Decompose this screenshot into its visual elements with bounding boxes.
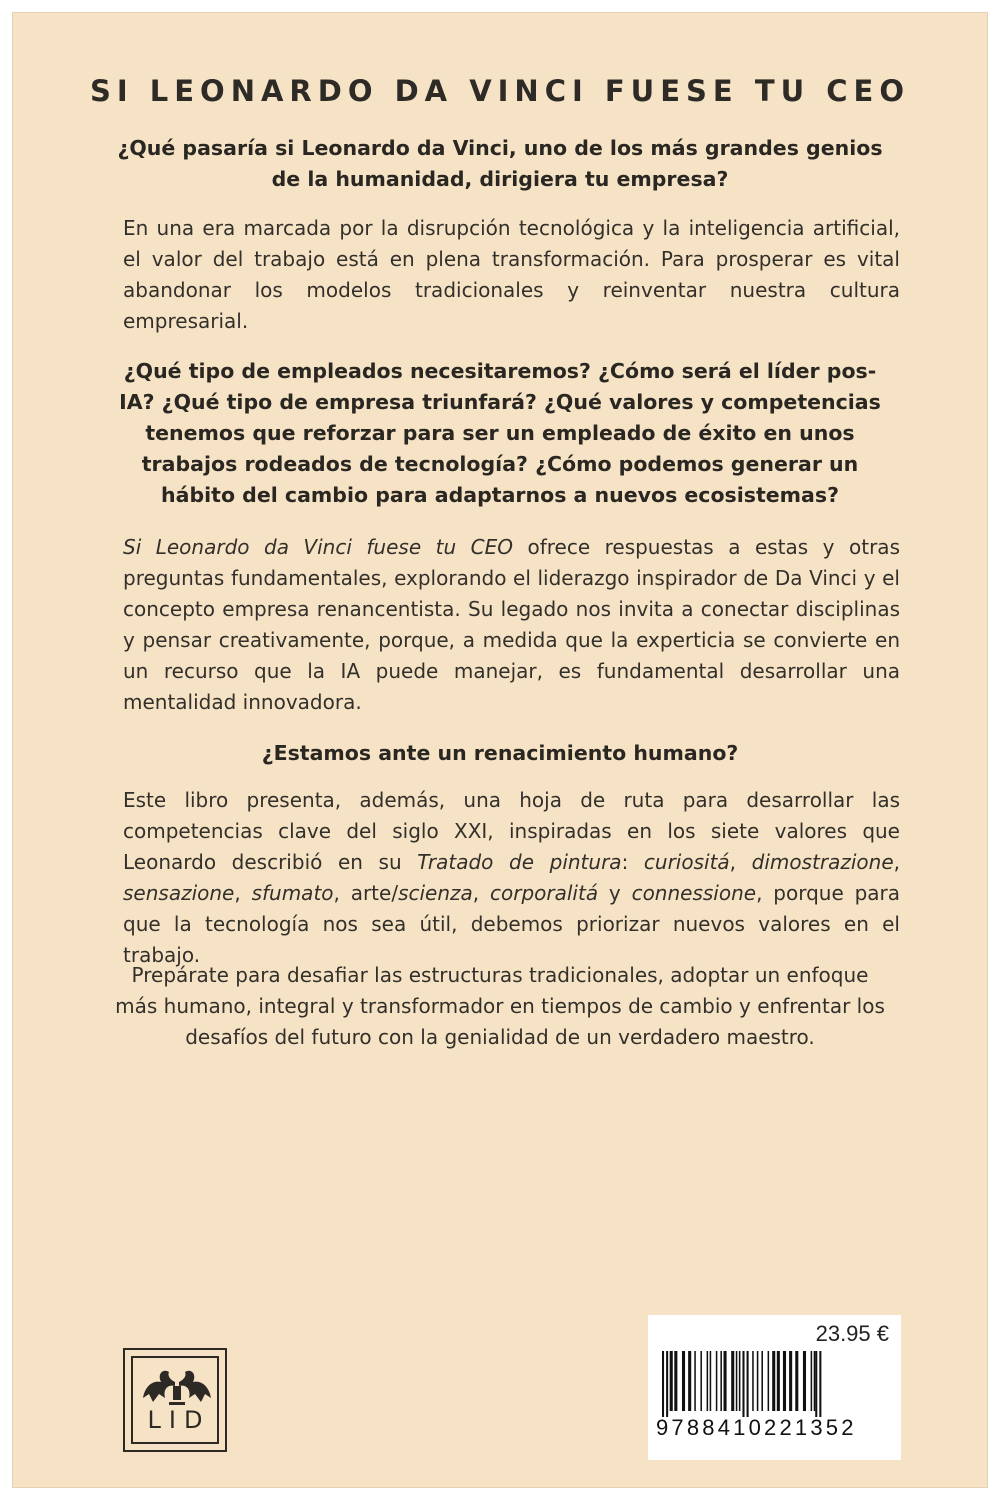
barcode-bar: [811, 1351, 813, 1411]
value-curiosita: curiositá: [643, 850, 730, 874]
barcode-label: [648, 1315, 901, 1460]
isbn-barcode: [662, 1351, 887, 1417]
barcode-bar: [815, 1351, 817, 1417]
value-dimostrazione: dimostrazione: [751, 850, 894, 874]
description-text: ofrece respuestas a estas y otras preguntas fundamentales, explorando el liderazgo inspirador de Da Vinci y el concepto empresa renancentista. Su legado nos invita a conectar disciplinas y pensar creativamente, porque, a medida que la experticia se convierte en un recurso que la IA puede manejar, es fundamental desarrollar una mentalidad innovadora.: [123, 535, 900, 714]
barcode-bar: [674, 1351, 677, 1411]
barcode-bar: [803, 1351, 806, 1411]
barcode-bar: [700, 1351, 702, 1411]
barcode-bar: [772, 1351, 775, 1411]
barcode-bar: [731, 1351, 734, 1411]
barcode-bar: [666, 1351, 668, 1417]
renaissance-question: ¿Estamos ante un renacimiento humano?: [261, 741, 739, 765]
publisher-logo: [123, 1348, 227, 1452]
intro-paragraph: En una era marcada por la disrupción tecnológica y la inteligencia artificial, el valor del trabajo está en plena transformación. Para prosperar es vital abandonar los modelos tradicionales y reinventar nuestra cultura empresarial.: [123, 216, 900, 333]
barcode-bar: [742, 1351, 744, 1417]
barcode-bar: [777, 1351, 780, 1411]
publisher-name: LID: [147, 1406, 211, 1434]
barcode-bar: [768, 1351, 770, 1411]
closing-paragraph: Prepárate para desafiar las estructuras tradicionales, adoptar un enfoque más humano, integral y transformador en tiempos de cambio y enfrentar los desafíos del futuro con la genialidad de un verdadero maestro.: [115, 963, 885, 1049]
book-title-italic: Si Leonardo da Vinci fuese tu CEO: [123, 535, 513, 559]
barcode-bar: [795, 1351, 798, 1411]
barcode-bar: [814, 1351, 816, 1411]
treatise-title: Tratado de pintura: [417, 850, 622, 874]
value-connessione: connessione: [631, 881, 757, 905]
description-paragraph: [123, 532, 900, 718]
barcode-bar: [716, 1351, 718, 1411]
barcode-bar: [694, 1351, 696, 1411]
book-title: SI LEONARDO DA VINCI FUESE TU CEO: [90, 74, 910, 108]
value-sensazione: sensazione: [123, 881, 235, 905]
barcode-bar: [710, 1351, 712, 1411]
barcode-bar: [739, 1351, 741, 1411]
barcode-bar: [688, 1351, 691, 1411]
values-outro: , porque para que la tecnología nos sea útil, debemos priorizar nuevos valores en el trabajo.: [123, 881, 901, 967]
isbn-number: 9788410221352: [656, 1415, 857, 1440]
main-question: ¿Qué pasaría si Leonardo da Vinci, uno de los más grandes genios de la humanidad, dirigiera tu empresa?: [117, 136, 883, 191]
barcode-bar: [720, 1351, 722, 1411]
questions-block: ¿Qué tipo de empleados necesitaremos? ¿Cómo será el líder pos-IA? ¿Qué tipo de empresa triunfará? ¿Qué valores y competencias tenemos que reforzar para ser un empleado de éxito en unos trabajos rodeados de tecnología? ¿Cómo podemos generar un hábito del cambio para adaptarnos a nuevos ecosistemas?: [119, 359, 881, 507]
values-intro: Este libro presenta, además, una hoja de ruta para desarrollar las competencias clave del siglo XXI, inspiradas en los siete valores que Leonardo describió en su: [123, 788, 900, 874]
values-paragraph: Este libro presenta, además, una hoja de ruta para desarrollar las competencias clave del siglo XXI, inspiradas en los siete valores que Leonardo describió en su Tratado de pintura: curiositá, dimostrazione, sensazione, sfumato, arte/scienza, corporalitá y connessione, porque para que la tecnología nos sea útil, debemos priorizar nuevos valores en el trabajo.: [123, 788, 901, 967]
barcode-bar: [707, 1351, 709, 1411]
barcode-bar: [736, 1351, 738, 1411]
barcode-bar: [670, 1351, 673, 1411]
value-sfumato: sfumato: [251, 881, 334, 905]
price-label: 23.95 €: [815, 1321, 889, 1346]
barcode-bar: [789, 1351, 792, 1411]
barcode-bar: [819, 1351, 821, 1417]
barcode-bar: [757, 1351, 759, 1411]
barcode-bar: [724, 1351, 727, 1411]
barcode-bar: [752, 1351, 754, 1411]
value-corporalita: corporalitá: [490, 881, 599, 905]
barcode-bar: [783, 1351, 786, 1411]
barcode-bar: [747, 1351, 749, 1417]
barcode-bar: [662, 1351, 664, 1417]
barcode-bar: [682, 1351, 685, 1411]
value-scienza: scienza: [398, 881, 473, 905]
barcode-bar: [761, 1351, 763, 1411]
griffins-emblem-icon: [139, 1364, 215, 1408]
